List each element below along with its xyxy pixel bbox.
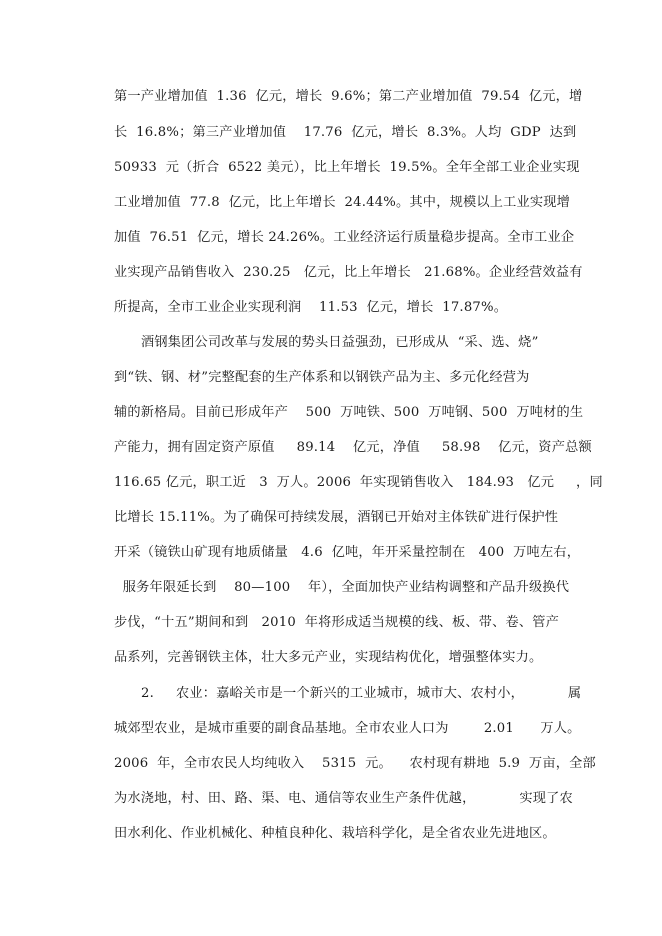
text-line: 酒钢集团公司改革与发展的势头日益强劲，已形成从 “采、选、烧” <box>141 335 539 350</box>
text-line: 开采（镜铁山矿现有地质储量 4.6 亿吨，年开采量控制在 400 万吨左右， <box>114 545 581 560</box>
text-line: 为水浇地，村、田、路、渠、电、通信等农业生产条件优越， 实现了农 <box>114 791 573 806</box>
text-line: 长 16.8%；第三产业增加值 17.76 亿元，增长 8.3%。人均 GDP 达到 <box>114 125 577 140</box>
text-line: 田水利化、作业机械化、种植良种化、栽培科学化，是全省农业先进地区。 <box>114 826 556 841</box>
text-line: 116.65 亿元，职工近 3 万人。2006 年实现销售收入 184.93 亿元 ，同 <box>114 475 603 490</box>
text-line: 步伐，“十五”期间和到 2010 年将形成适当规模的线、板、带、卷、管产 <box>114 615 560 630</box>
text-line: 第一产业增加值 1.36 亿元，增长 9.6%；第二产业增加值 79.54 亿元，增 <box>114 89 583 104</box>
text-line: 到“铁、钢、材”完整配套的生产体系和以钢铁产品为主、多元化经营为 <box>114 370 530 385</box>
text-line: 服务年限延长到 80—100 年），全面加快产业结构调整和产品升级换代 <box>114 580 570 595</box>
text-line: 城郊型农业，是城市重要的副食品基地。全市农业人口为 2.01 万人。 <box>114 721 581 736</box>
text-line: 品系列，完善钢铁主体，壮大多元产业，实现结构优化，增强整体实力。 <box>114 650 543 665</box>
text-line: 比增长 15.11%。为了确保可持续发展，酒钢已开始对主体铁矿进行保护性 <box>114 510 559 525</box>
text-line: 2. 农业：嘉峪关市是一个新兴的工业城市，城市大、农村小， 属 <box>141 686 582 701</box>
text-line: 加值 76.51 亿元，增长 24.26%。工业经济运行质量稳步提高。全市工业企 <box>114 230 575 245</box>
text-line: 2006 年，全市农民人均纯收入 5315 元。 农村现有耕地 5.9 万亩，全部 <box>114 756 596 771</box>
text-line: 50933 元（折合 6522 美元），比上年增长 19.5%。全年全部工业企业实现 <box>114 160 580 175</box>
text-line: 业实现产品销售收入 230.25 亿元，比上年增长 21.68%。企业经营效益有 <box>114 265 583 280</box>
text-line: 工业增加值 77.8 亿元，比上年增长 24.44%。其中，规模以上工业实现增 <box>114 195 571 210</box>
text-line: 所提高，全市工业企业实现利润 11.53 亿元，增长 17.87%。 <box>114 300 508 315</box>
text-line: 辅的新格局。目前已形成年产 500 万吨铁、500 万吨钢、500 万吨材的生 <box>114 405 584 420</box>
text-line: 产能力，拥有固定资产原值 89.14 亿元，净值 58.98 亿元，资产总额 <box>114 440 592 455</box>
